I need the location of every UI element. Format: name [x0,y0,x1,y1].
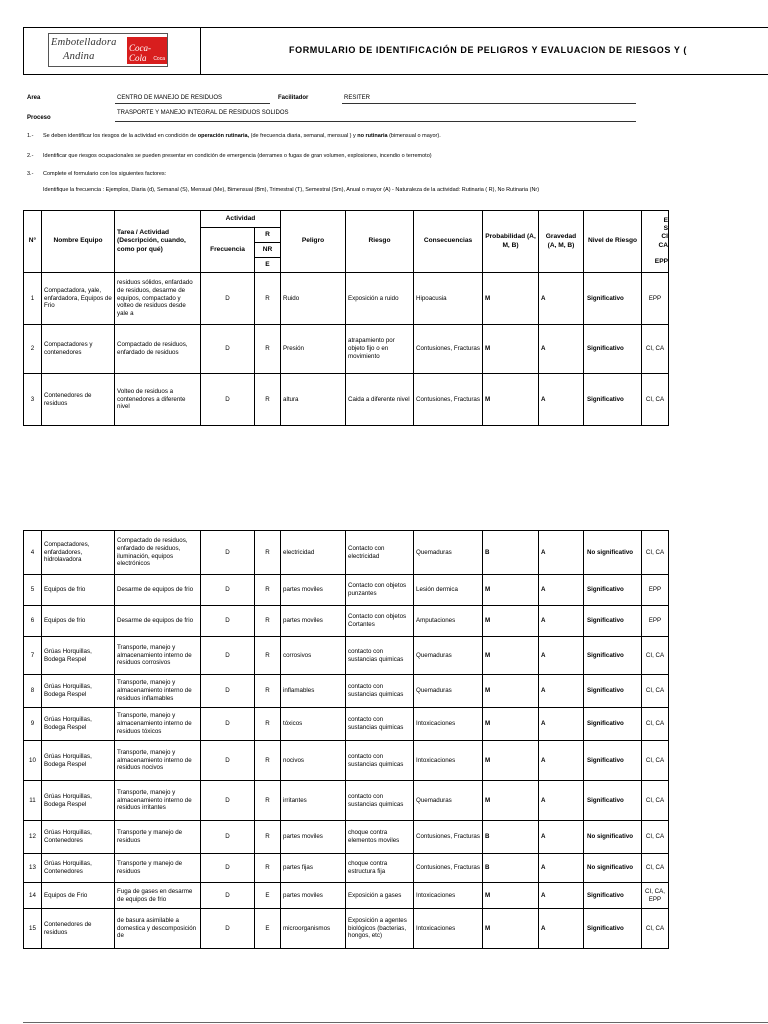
consecuencias-cell: Lesión dermica [414,575,483,606]
consecuencias-cell: Hipoacusia [414,273,483,325]
frecuencia-cell: D [201,854,255,883]
peligro-cell: nocivos [281,741,346,781]
frecuencia-cell: D [201,325,255,374]
consecuencias-cell: Quemaduras [414,675,483,708]
tarea-cell: Transporte y manejo de residuos [115,821,201,854]
tipo-cell: E [255,909,281,949]
peligro-cell: tóxicos [281,708,346,741]
tipo-cell: E [255,883,281,909]
tipo-cell: R [255,374,281,426]
probabilidad-cell: M [483,909,539,949]
peligro-cell: partes moviles [281,606,346,637]
tipo-cell: R [255,637,281,675]
gravedad-cell: A [539,606,584,637]
consecuencias-cell: Intoxicaciones [414,909,483,949]
proceso-label: Proceso [27,115,51,121]
frecuencia-cell: D [201,531,255,575]
equipo-cell: Contenedores de residuos [42,374,115,426]
riesgo-cell: atrapamiento por objeto fijo o en movimiento [346,325,414,374]
riesgo-cell: contacto con sustancias quimicas [346,741,414,781]
tarea-cell: Transporte, manejo y almacenamiento interno de residuos tóxicos [115,708,201,741]
peligro-cell: partes moviles [281,883,346,909]
risk-table-page2-body [24,531,669,949]
peligro-cell: irritantes [281,781,346,821]
probabilidad-cell: M [483,374,539,426]
consecuencias-cell: Contusiones, Fracturas [414,854,483,883]
probabilidad-cell: M [483,325,539,374]
column-header-nivel: Nivel de Riesgo [584,211,642,273]
consecuencias-cell: Contusiones, Fracturas [414,821,483,854]
control-ci-label: CI [661,233,668,241]
row-number: 15 [24,909,42,949]
nivel-riesgo-cell: Significativo [584,374,642,426]
instruction-text: (bimensual o mayor). [387,133,441,139]
risk-table-page1 [23,210,669,426]
nivel-riesgo-cell: No significativo [584,821,642,854]
peligro-cell: corrosivos [281,637,346,675]
consecuencias-cell: Amputaciones [414,606,483,637]
equipo-cell: Compactadores, enfardadores, hidrolavadora [42,531,115,575]
row-number: 11 [24,781,42,821]
logo-text-line2: Andina [63,51,95,62]
table-row [24,741,669,781]
equipo-cell: Grúas Horquillas, Bodega Respel [42,708,115,741]
facilitador-label: Facilitador [278,95,309,101]
proceso-value: TRASPORTE Y MANEJO INTEGRAL DE RESIDUOS SOLIDOS [117,110,289,116]
coca-cola-logo-small: Coca [153,56,165,62]
tipo-cell: R [255,325,281,374]
control-cell: CI, CA [642,821,669,854]
area-underline [115,103,270,104]
control-cell: CI, CA [642,741,669,781]
riesgo-cell: Contacto con objetos punzantes [346,575,414,606]
riesgo-cell: Exposición a agentes biológicos (bacterias, hongos, etc) [346,909,414,949]
row-number: 4 [24,531,42,575]
nivel-riesgo-cell: Significativo [584,675,642,708]
gravedad-cell: A [539,273,584,325]
column-header-frecuencia: Frecuencia [201,228,255,273]
column-header-probabilidad: Probabilidad (A, M, B) [483,211,539,273]
control-cell: CI, CA [642,854,669,883]
control-cell: CI, CA [642,374,669,426]
column-header-gravedad: Gravedad (A, M, B) [539,211,584,273]
peligro-cell: Ruido [281,273,346,325]
instruction-2 [27,153,432,159]
equipo-cell: Grúas Horquillas, Contenedores [42,854,115,883]
tarea-cell: Compactado de residuos, enfardado de residuos, iluminación, equipos electrónicos [115,531,201,575]
row-number: 10 [24,741,42,781]
control-cell: EPP [642,273,669,325]
gravedad-cell: A [539,854,584,883]
equipo-cell: Grúas Horquillas, Bodega Respel [42,637,115,675]
equipo-cell: Grúas Horquillas, Contenedores [42,821,115,854]
frecuencia-cell: D [201,821,255,854]
column-header-riesgo: Riesgo [346,211,414,273]
nivel-riesgo-cell: Significativo [584,781,642,821]
table-row [24,273,669,325]
control-s-label: S [663,225,668,233]
riesgo-cell: contacto con sustancias quimicas [346,637,414,675]
column-header-e: E [255,258,281,273]
equipo-cell: Equipos de frio [42,606,115,637]
tarea-cell: Fuga de gases en desarme de equipos de frio [115,883,201,909]
tipo-cell: R [255,708,281,741]
risk-table-page1-body [24,273,669,426]
equipo-cell: Grúas Horquillas, Bodega Respel [42,675,115,708]
column-header-tarea: Tarea / Actividad (Descripción, cuando, como por qué) [115,211,201,273]
nivel-riesgo-cell: No significativo [584,531,642,575]
tipo-cell: R [255,273,281,325]
area-label: Area [27,95,41,101]
table-row [24,606,669,637]
table-row [24,325,669,374]
probabilidad-cell: M [483,708,539,741]
table-row [24,374,669,426]
column-header-nr: NR [255,243,281,258]
tarea-cell: Compactado de residuos, enfardado de residuos [115,325,201,374]
probabilidad-cell: M [483,575,539,606]
gravedad-cell: A [539,374,584,426]
peligro-cell: partes moviles [281,575,346,606]
company-logo [48,33,168,67]
consecuencias-cell: Quemaduras [414,781,483,821]
frecuencia-cell: D [201,374,255,426]
control-e-label: E [663,216,668,224]
column-header-equipo: Nombre Equipo [42,211,115,273]
table-row [24,575,669,606]
column-header-consecuencias: Consecuencias [414,211,483,273]
table-row [24,883,669,909]
riesgo-cell: contacto con sustancias quimicas [346,708,414,741]
gravedad-cell: A [539,531,584,575]
peligro-cell: partes moviles [281,821,346,854]
row-number: 3 [24,374,42,426]
tipo-cell: R [255,854,281,883]
equipo-cell: Contenedores de residuos [42,909,115,949]
gravedad-cell: A [539,883,584,909]
probabilidad-cell: B [483,854,539,883]
consecuencias-cell: Intoxicaciones [414,741,483,781]
tarea-cell: Transporte, manejo y almacenamiento interno de residuos nocivos [115,741,201,781]
control-epp-label: EPP [654,257,668,265]
frecuencia-cell: D [201,575,255,606]
logo-cell [24,28,201,74]
frecuencia-cell: D [201,637,255,675]
consecuencias-cell: Intoxicaciones [414,883,483,909]
equipo-cell: Equipos de Frio [42,883,115,909]
frecuencia-cell: D [201,741,255,781]
table-row [24,909,669,949]
column-header-control [642,211,669,273]
control-cell: CI, CA, EPP [642,883,669,909]
form-header [23,27,768,75]
peligro-cell: inflamables [281,675,346,708]
probabilidad-cell: M [483,606,539,637]
nivel-riesgo-cell: Significativo [584,606,642,637]
instruction-number: 1.- [27,133,34,139]
logo-text-line1: Embotelladora [51,37,117,48]
tarea-cell: Transporte, manejo y almacenamiento interno de residuos inflamables [115,675,201,708]
facilitador-underline [342,103,636,104]
consecuencias-cell: Quemaduras [414,637,483,675]
control-cell: EPP [642,606,669,637]
equipo-cell: Equipos de frio [42,575,115,606]
gravedad-cell: A [539,781,584,821]
row-number: 5 [24,575,42,606]
riesgo-cell: choque contra elementos moviles [346,821,414,854]
table-row [24,821,669,854]
probabilidad-cell: M [483,781,539,821]
instruction-text: (de frecuencia diaria, semanal, mensual ) y [249,133,358,139]
row-number: 9 [24,708,42,741]
control-cell: CI, CA [642,325,669,374]
riesgo-cell: choque contra estructura fija [346,854,414,883]
column-header-number: N° [24,211,42,273]
gravedad-cell: A [539,575,584,606]
frecuencia-cell: D [201,708,255,741]
form-title: FORMULARIO DE IDENTIFICACIÓN DE PELIGROS Y EVALUACION DE RIESGOS Y ( [289,45,688,55]
row-number: 13 [24,854,42,883]
control-cell: CI, CA [642,531,669,575]
table-row [24,854,669,883]
riesgo-cell: Exposición a gases [346,883,414,909]
control-cell: CI, CA [642,909,669,949]
gravedad-cell: A [539,637,584,675]
riesgo-cell: Exposición a ruido [346,273,414,325]
row-number: 12 [24,821,42,854]
column-header-peligro: Peligro [281,211,346,273]
consecuencias-cell: Contusiones, Fracturas [414,325,483,374]
probabilidad-cell: M [483,637,539,675]
probabilidad-cell: M [483,741,539,781]
equipo-cell: Compactadora, yale, enfardadora, Equipos de Frio [42,273,115,325]
tipo-cell: R [255,606,281,637]
facilitador-value: RESITER [344,95,371,101]
riesgo-cell: contacto con sustancias quimicas [346,675,414,708]
instruction-number: 2.- [27,153,34,159]
instruction-text: Complete el formulario con los siguientes factores: [43,171,167,177]
probabilidad-cell: B [483,821,539,854]
frecuencia-cell: D [201,883,255,909]
probabilidad-cell: B [483,531,539,575]
peligro-cell: electricidad [281,531,346,575]
peligro-cell: Presión [281,325,346,374]
frecuencia-cell: D [201,781,255,821]
tarea-cell: Transporte y manejo de residuos [115,854,201,883]
tipo-cell: R [255,575,281,606]
tipo-cell: R [255,531,281,575]
tarea-cell: Desarme de equipos de frio [115,606,201,637]
probabilidad-cell: M [483,883,539,909]
control-cell: EPP [642,575,669,606]
tarea-cell: de basura asimilable a domestica y descomposición de [115,909,201,949]
nivel-riesgo-cell: Significativo [584,741,642,781]
nivel-riesgo-cell: Significativo [584,909,642,949]
proceso-underline [115,121,636,122]
frecuencia-cell: D [201,909,255,949]
equipo-cell: Compactadores y contenedores [42,325,115,374]
peligro-cell: microorganismos [281,909,346,949]
table-row [24,675,669,708]
coca-cola-logo-text: Coca-Cola [129,43,151,63]
gravedad-cell: A [539,741,584,781]
risk-table-page2 [23,530,669,949]
riesgo-cell: contacto con sustancias quimicas [346,781,414,821]
tipo-cell: R [255,821,281,854]
table-row [24,708,669,741]
riesgo-cell: Caida a diferente nivel [346,374,414,426]
nivel-riesgo-cell: Significativo [584,708,642,741]
frecuencia-cell: D [201,273,255,325]
instruction-bold: no rutinaria [357,133,388,139]
tarea-cell: residuos sólidos, enfardado de residuos, desarme de equipos, compactado y volteo de residuos desde yale a [115,273,201,325]
control-cell: CI, CA [642,781,669,821]
tipo-cell: R [255,675,281,708]
nivel-riesgo-cell: Significativo [584,273,642,325]
consecuencias-cell: Intoxicaciones [414,708,483,741]
instruction-bold: operación rutinaria, [197,133,250,139]
tarea-cell: Transporte, manejo y almacenamiento interno de residuos irritantes [115,781,201,821]
tarea-cell: Transporte, manejo y almacenamiento interno de residuos corrosivos [115,637,201,675]
control-cell: CI, CA [642,637,669,675]
instruction-3 [27,171,166,177]
row-number: 6 [24,606,42,637]
riesgo-cell: Contacto con objetos Cortantes [346,606,414,637]
gravedad-cell: A [539,325,584,374]
tipo-cell: R [255,741,281,781]
column-header-r: R [255,228,281,243]
table-row [24,637,669,675]
peligro-cell: altura [281,374,346,426]
table-row [24,531,669,575]
nivel-riesgo-cell: Significativo [584,637,642,675]
gravedad-cell: A [539,675,584,708]
tarea-cell: Desarme de equipos de frio [115,575,201,606]
control-ca-label: CA [658,241,668,249]
instruction-1 [27,133,441,139]
gravedad-cell: A [539,909,584,949]
riesgo-cell: Contacto con electricidad [346,531,414,575]
column-header-actividad: Actividad [201,211,281,228]
row-number: 1 [24,273,42,325]
tipo-cell: R [255,781,281,821]
gravedad-cell: A [539,821,584,854]
instruction-number: 3.- [27,171,34,177]
consecuencias-cell: Contusiones, Fracturas [414,374,483,426]
frecuencia-cell: D [201,675,255,708]
gravedad-cell: A [539,708,584,741]
equipo-cell: Grúas Horquillas, Bodega Respel [42,781,115,821]
consecuencias-cell: Quemaduras [414,531,483,575]
probabilidad-cell: M [483,273,539,325]
instruction-text: Se deben identificar los riesgos de la actividad en condición de [43,133,198,139]
table-header-row [24,211,669,228]
row-number: 7 [24,637,42,675]
frecuencia-cell: D [201,606,255,637]
row-number: 2 [24,325,42,374]
instruction-text: Identificar que riesgos ocupacionales se pueden presentar en condición de emergencia (derrames o fugas de gran volumen, explosiones, incendio o terremoto) [43,153,432,159]
page-footer-line [23,1022,768,1023]
equipo-cell: Grúas Horquillas, Bodega Respel [42,741,115,781]
area-value: CENTRO DE MANEJO DE RESIDUOS [117,95,223,101]
control-cell: CI, CA [642,708,669,741]
nivel-riesgo-cell: Significativo [584,575,642,606]
frequency-legend: Identifique la frecuencia : Ejemplos, Diaria (d), Semanal (S), Mensual (Me), Bimensual (Bm), Trimestral (T), Semestral (Sm), Anual o mayor (A) - Naturaleza de la actividad: Rutinaria ( R), No Rutinaria (Nr) [43,187,540,193]
nivel-riesgo-cell: Significativo [584,325,642,374]
nivel-riesgo-cell: No significativo [584,854,642,883]
coca-cola-logo [127,37,167,64]
tarea-cell: Volteo de residuos a contenedores a diferente nivel [115,374,201,426]
control-cell: CI, CA [642,675,669,708]
peligro-cell: partes fijas [281,854,346,883]
row-number: 8 [24,675,42,708]
row-number: 14 [24,883,42,909]
nivel-riesgo-cell: Significativo [584,883,642,909]
probabilidad-cell: M [483,675,539,708]
table-row [24,781,669,821]
